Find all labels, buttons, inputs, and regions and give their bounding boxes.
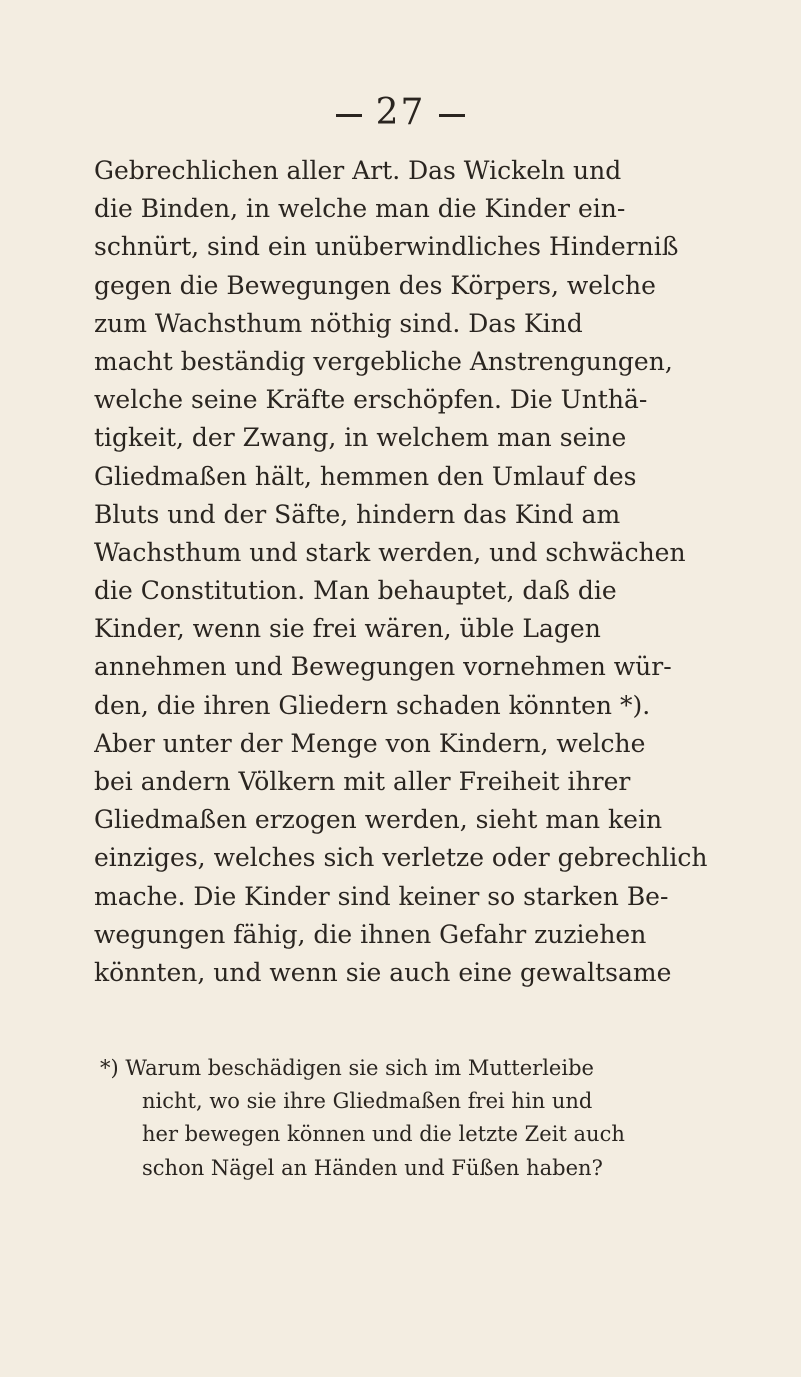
text-line: Gliedmaßen erzogen werden, sieht man kein <box>94 805 663 835</box>
text-line: macht beständig vergebliche Anstrengungen, <box>94 346 673 376</box>
text-line: Kinder, wenn sie frei wären, üble Lagen <box>94 614 601 644</box>
text-line: wegungen fähig, die ihnen Gefahr zuziehen <box>94 919 647 949</box>
text-line: annehmen und Bewegungen vornehmen wür- <box>94 652 672 682</box>
page-number: 27 <box>375 92 426 133</box>
text-line: gegen die Bewegungen des Körpers, welche <box>94 270 656 300</box>
text-line: einziges, welches sich verletze oder gebrechlich <box>94 843 708 873</box>
footnote <box>100 1052 726 1185</box>
text-line: tigkeit, der Zwang, in welchem man seine <box>94 423 627 453</box>
header-dash-right <box>439 114 465 117</box>
page-header <box>0 92 801 133</box>
text-line: könnten, und wenn sie auch eine gewaltsame <box>94 957 672 987</box>
text-line: mache. Die Kinder sind keiner so starken Be- <box>94 881 669 911</box>
text-line: Aber unter der Menge von Kindern, welche <box>94 728 646 758</box>
text-line: zum Wachsthum nöthig sind. Das Kind <box>94 308 583 338</box>
text-line: schnürt, sind ein unüberwindliches Hinderniß <box>94 232 679 262</box>
text-line: welche seine Kräfte erschöpfen. Die Unthä- <box>94 385 648 415</box>
text-line: die Binden, in welche man die Kinder ein- <box>94 194 626 224</box>
text-line: den, die ihren Gliedern schaden könnten *). <box>94 690 651 720</box>
text-line: die Constitution. Man behauptet, daß die <box>94 576 617 606</box>
text-line: bei andern Völkern mit aller Freiheit ihrer <box>94 767 631 796</box>
footnote-line: *) Warum beschädigen sie sich im Mutterleibe <box>100 1056 594 1080</box>
footnote-line: nicht, wo sie ihre Gliedmaßen frei hin und <box>142 1089 593 1114</box>
text-line: Gliedmaßen hält, hemmen den Umlauf des <box>94 461 637 491</box>
main-text <box>94 152 726 992</box>
footnote-line: her bewegen können und die letzte Zeit auch <box>142 1122 625 1147</box>
text-line: Wachsthum und stark werden, und schwächen <box>94 537 686 567</box>
text-line: Bluts und der Säfte, hindern das Kind am <box>94 499 621 529</box>
text-line: Gebrechlichen aller Art. Das Wickeln und <box>94 156 622 185</box>
header-dash-left <box>336 114 362 117</box>
footnote-line: schon Nägel an Händen und Füßen haben? <box>142 1155 603 1180</box>
